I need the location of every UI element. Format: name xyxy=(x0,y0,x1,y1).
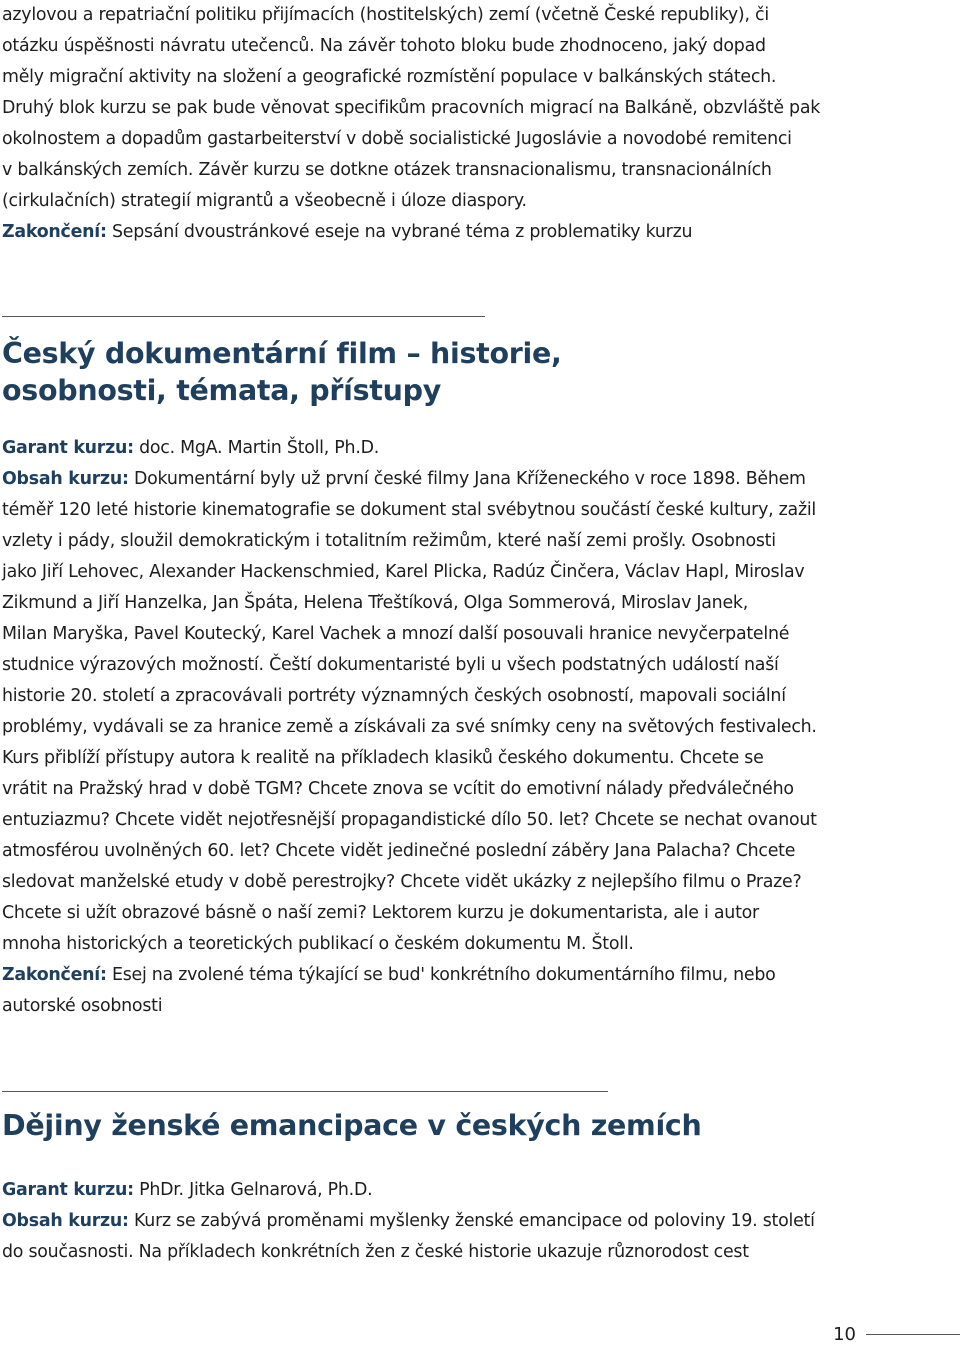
garant-line xyxy=(2,1175,958,1206)
section-divider xyxy=(2,316,485,317)
content-line: vzlety i pády, sloužil demokratickým i totalitním režimům, které naší zemi prošly. Osobnosti xyxy=(2,531,776,551)
garant-value: doc. MgA. Martin Štoll, Ph.D. xyxy=(133,438,380,458)
content-line: sledovat manželské etudy v době perestrojky? Chcete vidět ukázky z nejlepšího filmu o Praze? xyxy=(2,872,802,892)
garant-value: PhDr. Jitka Gelnarová, Ph.D. xyxy=(133,1180,373,1200)
content-line: téměř 120 leté historie kinematografie se dokument stal svébytnou součástí české kultury, zažil xyxy=(2,500,816,520)
content-line xyxy=(2,464,958,495)
ending-line: autorské osobnosti xyxy=(2,996,163,1016)
content-line: Milan Maryška, Pavel Koutecký, Karel Vachek a mnozí další posouvali hranice nevyčerpatelné xyxy=(2,624,790,644)
intro-line: otázku úspěšnosti návratu utečenců. Na závěr tohoto bloku bude zhodnoceno, jaký dopad xyxy=(2,36,766,56)
intro-line: azylovou a repatriační politiku přijímacích (hostitelských) zemí (včetně České republiky), či xyxy=(2,5,769,25)
footer-rule xyxy=(866,1334,960,1335)
garant-label: Garant kurzu: xyxy=(2,438,134,458)
ending-label: Zakončení: xyxy=(2,222,107,242)
ending-label: Zakončení: xyxy=(2,965,107,985)
content-label: Obsah kurzu: xyxy=(2,469,129,489)
content-text: Kurz se zabývá proměnami myšlenky ženské emancipace od poloviny 19. století xyxy=(128,1211,815,1231)
course-body-emancipation xyxy=(2,1175,958,1268)
course-body-documentary xyxy=(2,433,958,1022)
content-line: mnoha historických a teoretických publikací o českém dokumentu M. Štoll. xyxy=(2,934,634,954)
ending-line xyxy=(2,960,958,991)
intro-line: Druhý blok kurzu se pak bude věnovat specifikům pracovních migrací na Balkáně, obzvláště pak xyxy=(2,98,821,118)
intro-line: měly migrační aktivity na složení a geografické rozmístění populace v balkánských státech. xyxy=(2,67,777,87)
content-line: historie 20. století a zpracovávali portréty významných českých osobností, mapovali sociální xyxy=(2,686,786,706)
content-label: Obsah kurzu: xyxy=(2,1211,129,1231)
content-line: entuziazmu? Chcete vidět nejotřesnější propagandistické dílo 50. let? Chcete se nechat ovanout xyxy=(2,810,817,830)
ending-text: Esej na zvolené téma týkající se bud' konkrétního dokumentárního filmu, nebo xyxy=(106,965,776,985)
content-line: do současnosti. Na příkladech konkrétních žen z české historie ukazuje různorodost cest xyxy=(2,1242,749,1262)
ending-text: Sepsání dvoustránkové eseje na vybrané téma z problematiky kurzu xyxy=(106,222,693,242)
content-line xyxy=(2,1206,958,1237)
garant-label: Garant kurzu: xyxy=(2,1180,134,1200)
intro-line: v balkánských zemích. Závěr kurzu se dotkne otázek transnacionalismu, transnacionálních xyxy=(2,160,772,180)
course-title-emancipation xyxy=(2,1107,802,1144)
content-line: Chcete si užít obrazové básně o naší zemi? Lektorem kurzu je dokumentarista, ale i autor xyxy=(2,903,759,923)
content-line: atmosférou uvolněných 60. let? Chcete vidět jedinečné poslední záběry Jana Palacha? Chcete xyxy=(2,841,796,861)
intro-line: (cirkulačních) strategií migrantů a všeobecně i úloze diaspory. xyxy=(2,191,527,211)
content-line: jako Jiří Lehovec, Alexander Hackenschmied, Karel Plicka, Radúz Činčera, Václav Hapl, Miroslav xyxy=(2,562,805,582)
page-number: 10 xyxy=(833,1324,856,1345)
intro-line: okolnostem a dopadům gastarbeiterství v době socialistické Jugoslávie a novodobé remitenci xyxy=(2,129,792,149)
intro-section xyxy=(2,0,958,248)
garant-line xyxy=(2,433,958,464)
intro-ending xyxy=(2,217,958,248)
content-text: Dokumentární byly už první české filmy Jana Kříženeckého v roce 1898. Během xyxy=(128,469,806,489)
section-divider xyxy=(2,1091,608,1092)
course-title-documentary xyxy=(2,335,702,409)
content-line: vrátit na Pražský hrad v době TGM? Chcete znova se vcítit do emotivní nálady předválečného xyxy=(2,779,794,799)
course-title-line: Dějiny ženské emancipace v českých zemích xyxy=(2,1109,702,1142)
content-line: problémy, vydávali se za hranice země a získávali za své snímky ceny na světových festivalech. xyxy=(2,717,817,737)
content-line: Zikmund a Jiří Hanzelka, Jan Špáta, Helena Třeštíková, Olga Sommerová, Miroslav Janek, xyxy=(2,593,749,613)
content-line: studnice výrazových možností. Čeští dokumentaristé byli u všech podstatných událostí naší xyxy=(2,655,779,675)
course-title-line: osobnosti, témata, přístupy xyxy=(2,374,441,407)
content-line: Kurs přiblíží přístupy autora k realitě na příkladech klasiků českého dokumentu. Chcete se xyxy=(2,748,764,768)
course-title-line: Český dokumentární film – historie, xyxy=(2,337,562,370)
